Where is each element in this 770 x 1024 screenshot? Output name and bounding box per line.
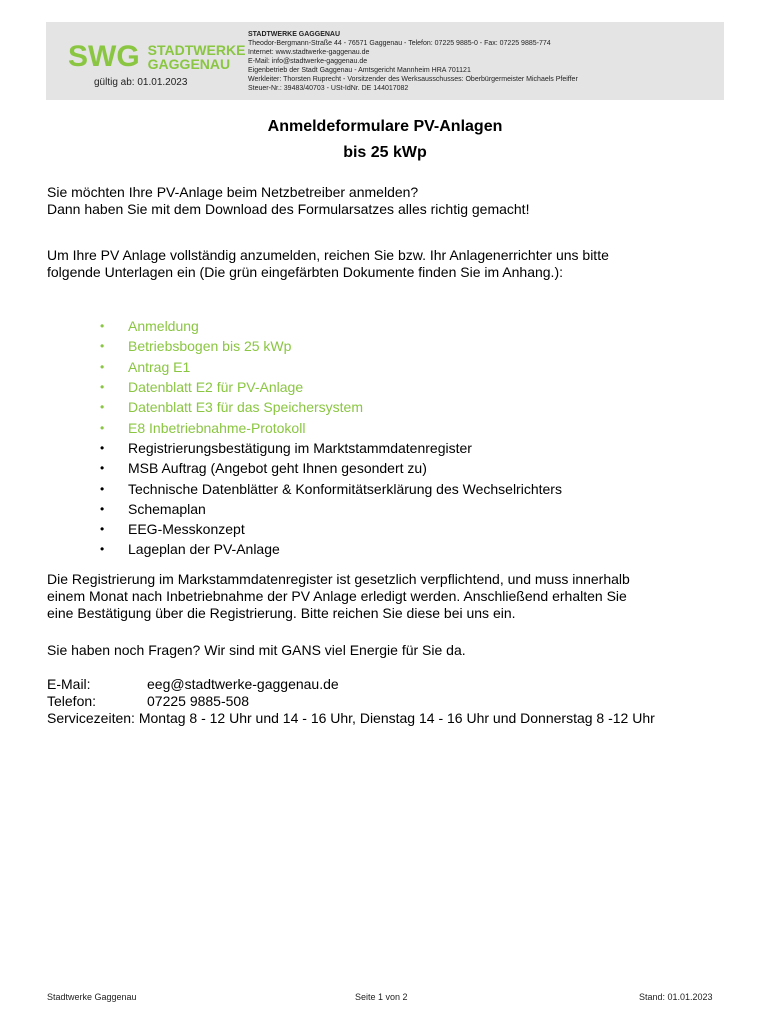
footer-left: Stadtwerke Gaggenau: [47, 992, 137, 1002]
hours-label: Servicezeiten:: [47, 710, 135, 726]
registration-line: einem Monat nach Inbetriebnahme der PV Anlage erledigt werden. Anschließend erhalten Sie: [47, 588, 627, 604]
bullet-icon: •: [100, 319, 105, 334]
company-name: STADTWERKE GAGGENAU: [248, 31, 341, 38]
intro-line: Sie möchten Ihre PV-Anlage beim Netzbetreiber anmelden?: [47, 184, 419, 200]
document-list-item: [100, 438, 562, 458]
contact-email-row: [47, 676, 339, 693]
instructions-text: [47, 247, 727, 281]
logo-line2: GAGGENAU: [147, 56, 231, 72]
document-list-item: [100, 499, 562, 519]
company-email: E-Mail: info@stadtwerke-gaggenau.de: [248, 58, 368, 65]
intro-text: [47, 184, 727, 218]
swg-logo: [68, 42, 245, 72]
document-label: Betriebsbogen bis 25 kWp: [128, 338, 292, 355]
footer-date: Stand: 01.01.2023: [639, 992, 713, 1002]
document-list-item: [100, 397, 562, 417]
bullet-icon: •: [100, 481, 105, 496]
document-label: Schemaplan: [128, 500, 206, 517]
document-label: Datenblatt E3 für das Speichersystem: [128, 399, 364, 416]
logo-line1: STADTWERKE: [147, 42, 246, 58]
company-internet: Internet: www.stadtwerke-gaggenau.de: [248, 49, 370, 56]
document-list-item: [100, 539, 562, 559]
valid-from: gültig ab: 01.01.2023: [94, 77, 188, 88]
footer-page-number: Seite 1 von 2: [355, 992, 408, 1002]
registration-line: eine Bestätigung über die Registrierung. Bitte reichen Sie diese bei uns ein.: [47, 605, 516, 621]
email-label: E-Mail:: [47, 676, 91, 692]
document-list-item: [100, 519, 562, 539]
bullet-icon: •: [100, 339, 105, 354]
document-label: E8 Inbetriebnahme-Protokoll: [128, 419, 306, 436]
document-label: Antrag E1: [128, 358, 191, 375]
document-label: Registrierungsbestätigung im Marktstammdatenregister: [128, 439, 472, 456]
document-list-item: [100, 417, 562, 437]
registration-line: Die Registrierung im Markstammdatenregister ist gesetzlich verpflichtend, und muss innerhalb: [47, 571, 630, 587]
document-list-item: [100, 357, 562, 377]
bullet-icon: •: [100, 400, 105, 415]
document-label: Technische Datenblätter & Konformitätserklärung des Wechselrichters: [128, 480, 562, 497]
questions-text: Sie haben noch Fragen? Wir sind mit GANS viel Energie für Sie da.: [47, 642, 466, 658]
email-value: eeg@stadtwerke-gaggenau.de: [147, 676, 339, 692]
company-steuer: Steuer-Nr.: 39483/40703 - USt-IdNr. DE 144017082: [248, 85, 409, 92]
document-label: EEG-Messkonzept: [128, 521, 245, 538]
document-list-item: [100, 377, 562, 397]
document-label: Datenblatt E2 für PV-Anlage: [128, 379, 304, 396]
page-subtitle: bis 25 kWp: [343, 144, 427, 161]
document-list-item: [100, 478, 562, 498]
bullet-icon: •: [100, 420, 105, 435]
letterhead: [46, 22, 724, 100]
phone-value: 07225 9885-508: [147, 693, 249, 709]
company-contact-block: [248, 30, 578, 93]
bullet-icon: •: [100, 522, 105, 537]
phone-label: Telefon:: [47, 693, 97, 709]
document-list: [100, 316, 562, 560]
registration-note: [47, 571, 727, 622]
bullet-icon: •: [100, 380, 105, 395]
intro-line: Dann haben Sie mit dem Download des Formularsatzes alles richtig gemacht!: [47, 201, 530, 217]
hours-value: Montag 8 - 12 Uhr und 14 - 16 Uhr, Dienstag 14 - 16 Uhr und Donnerstag 8 -12 Uhr: [138, 710, 655, 726]
document-label: Lageplan der PV-Anlage: [128, 541, 280, 558]
logo-name: [148, 43, 246, 71]
document-list-item: [100, 458, 562, 478]
bullet-icon: •: [100, 501, 105, 516]
document-list-item: [100, 336, 562, 356]
document-label: Anmeldung: [128, 318, 199, 335]
company-werkleiter: Werkleiter: Thorsten Ruprecht - Vorsitzender des Werksausschusses: Oberbürgermeister Michaels Pfeiffer: [248, 76, 578, 83]
bullet-icon: •: [100, 359, 105, 374]
logo-abbrev: SWG: [68, 40, 140, 73]
page-title: Anmeldeformulare PV-Anlagen: [267, 118, 503, 135]
instructions-line: folgende Unterlagen ein (Die grün eingefärbten Dokumente finden Sie im Anhang.):: [47, 264, 563, 280]
contact-hours-row: [47, 710, 655, 727]
document-label: MSB Auftrag (Angebot geht Ihnen gesondert zu): [128, 460, 427, 477]
company-eigenbetrieb: Eigenbetrieb der Stadt Gaggenau - Amtsgericht Mannheim HRA 701121: [248, 67, 471, 74]
bullet-icon: •: [100, 542, 105, 557]
company-address: Theodor-Bergmann-Straße 44 - 76571 Gaggenau - Telefon: 07225 9885-0 - Fax: 07225 9885-774: [248, 40, 551, 47]
instructions-line: Um Ihre PV Anlage vollständig anzumelden, reichen Sie bzw. Ihr Anlagenerrichter uns bitte: [47, 247, 609, 263]
bullet-icon: •: [100, 461, 105, 476]
document-list-item: [100, 316, 562, 336]
contact-phone-row: [47, 693, 249, 710]
bullet-icon: •: [100, 440, 105, 455]
